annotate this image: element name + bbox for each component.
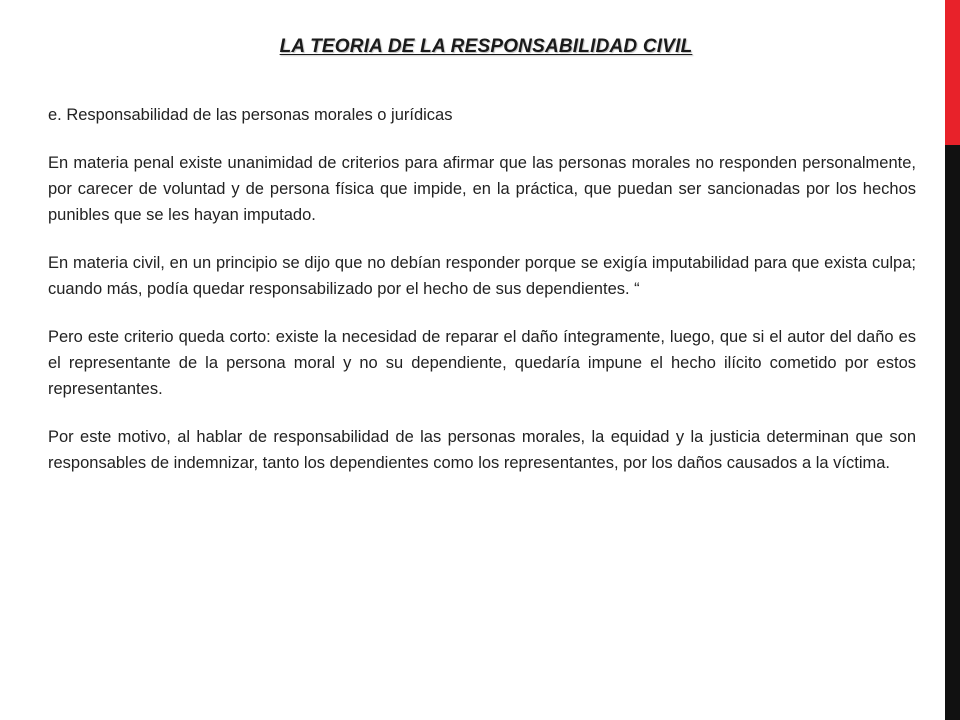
paragraph-criterio: Pero este criterio queda corto: existe la necesidad de reparar el daño íntegramente, luego, que si el autor del daño es el representante de la persona moral y no su dependiente, quedaría impune el hecho ilícito cometido por estos representantes. (48, 328, 916, 398)
right-edge-black-bar (945, 145, 960, 720)
right-edge-red-bar (945, 0, 960, 145)
slide-title: LA TEORIA DE LA RESPONSABILIDAD CIVIL (279, 36, 693, 57)
slide-body (48, 102, 916, 498)
paragraph-civil: En materia civil, en un principio se dijo que no debían responder porque se exigía imputabilidad para que exista culpa; cuando más, podía quedar responsabilizado por el hecho de sus dependientes. “ (48, 254, 916, 298)
section-subheading: e. Responsabilidad de las personas morales o jurídicas (48, 106, 453, 124)
paragraph-penal: En materia penal existe unanimidad de criterios para afirmar que las personas morales no responden personalmente, por carecer de voluntad y de persona física que impide, en la práctica, que puedan ser sancionadas por los hechos punibles que se les hayan imputado. (48, 154, 916, 224)
paragraph-motivo: Por este motivo, al hablar de responsabilidad de las personas morales, la equidad y la justicia determinan que son responsables de indemnizar, tanto los dependientes como los representantes, por los daños causados a la víctima. (48, 428, 916, 472)
